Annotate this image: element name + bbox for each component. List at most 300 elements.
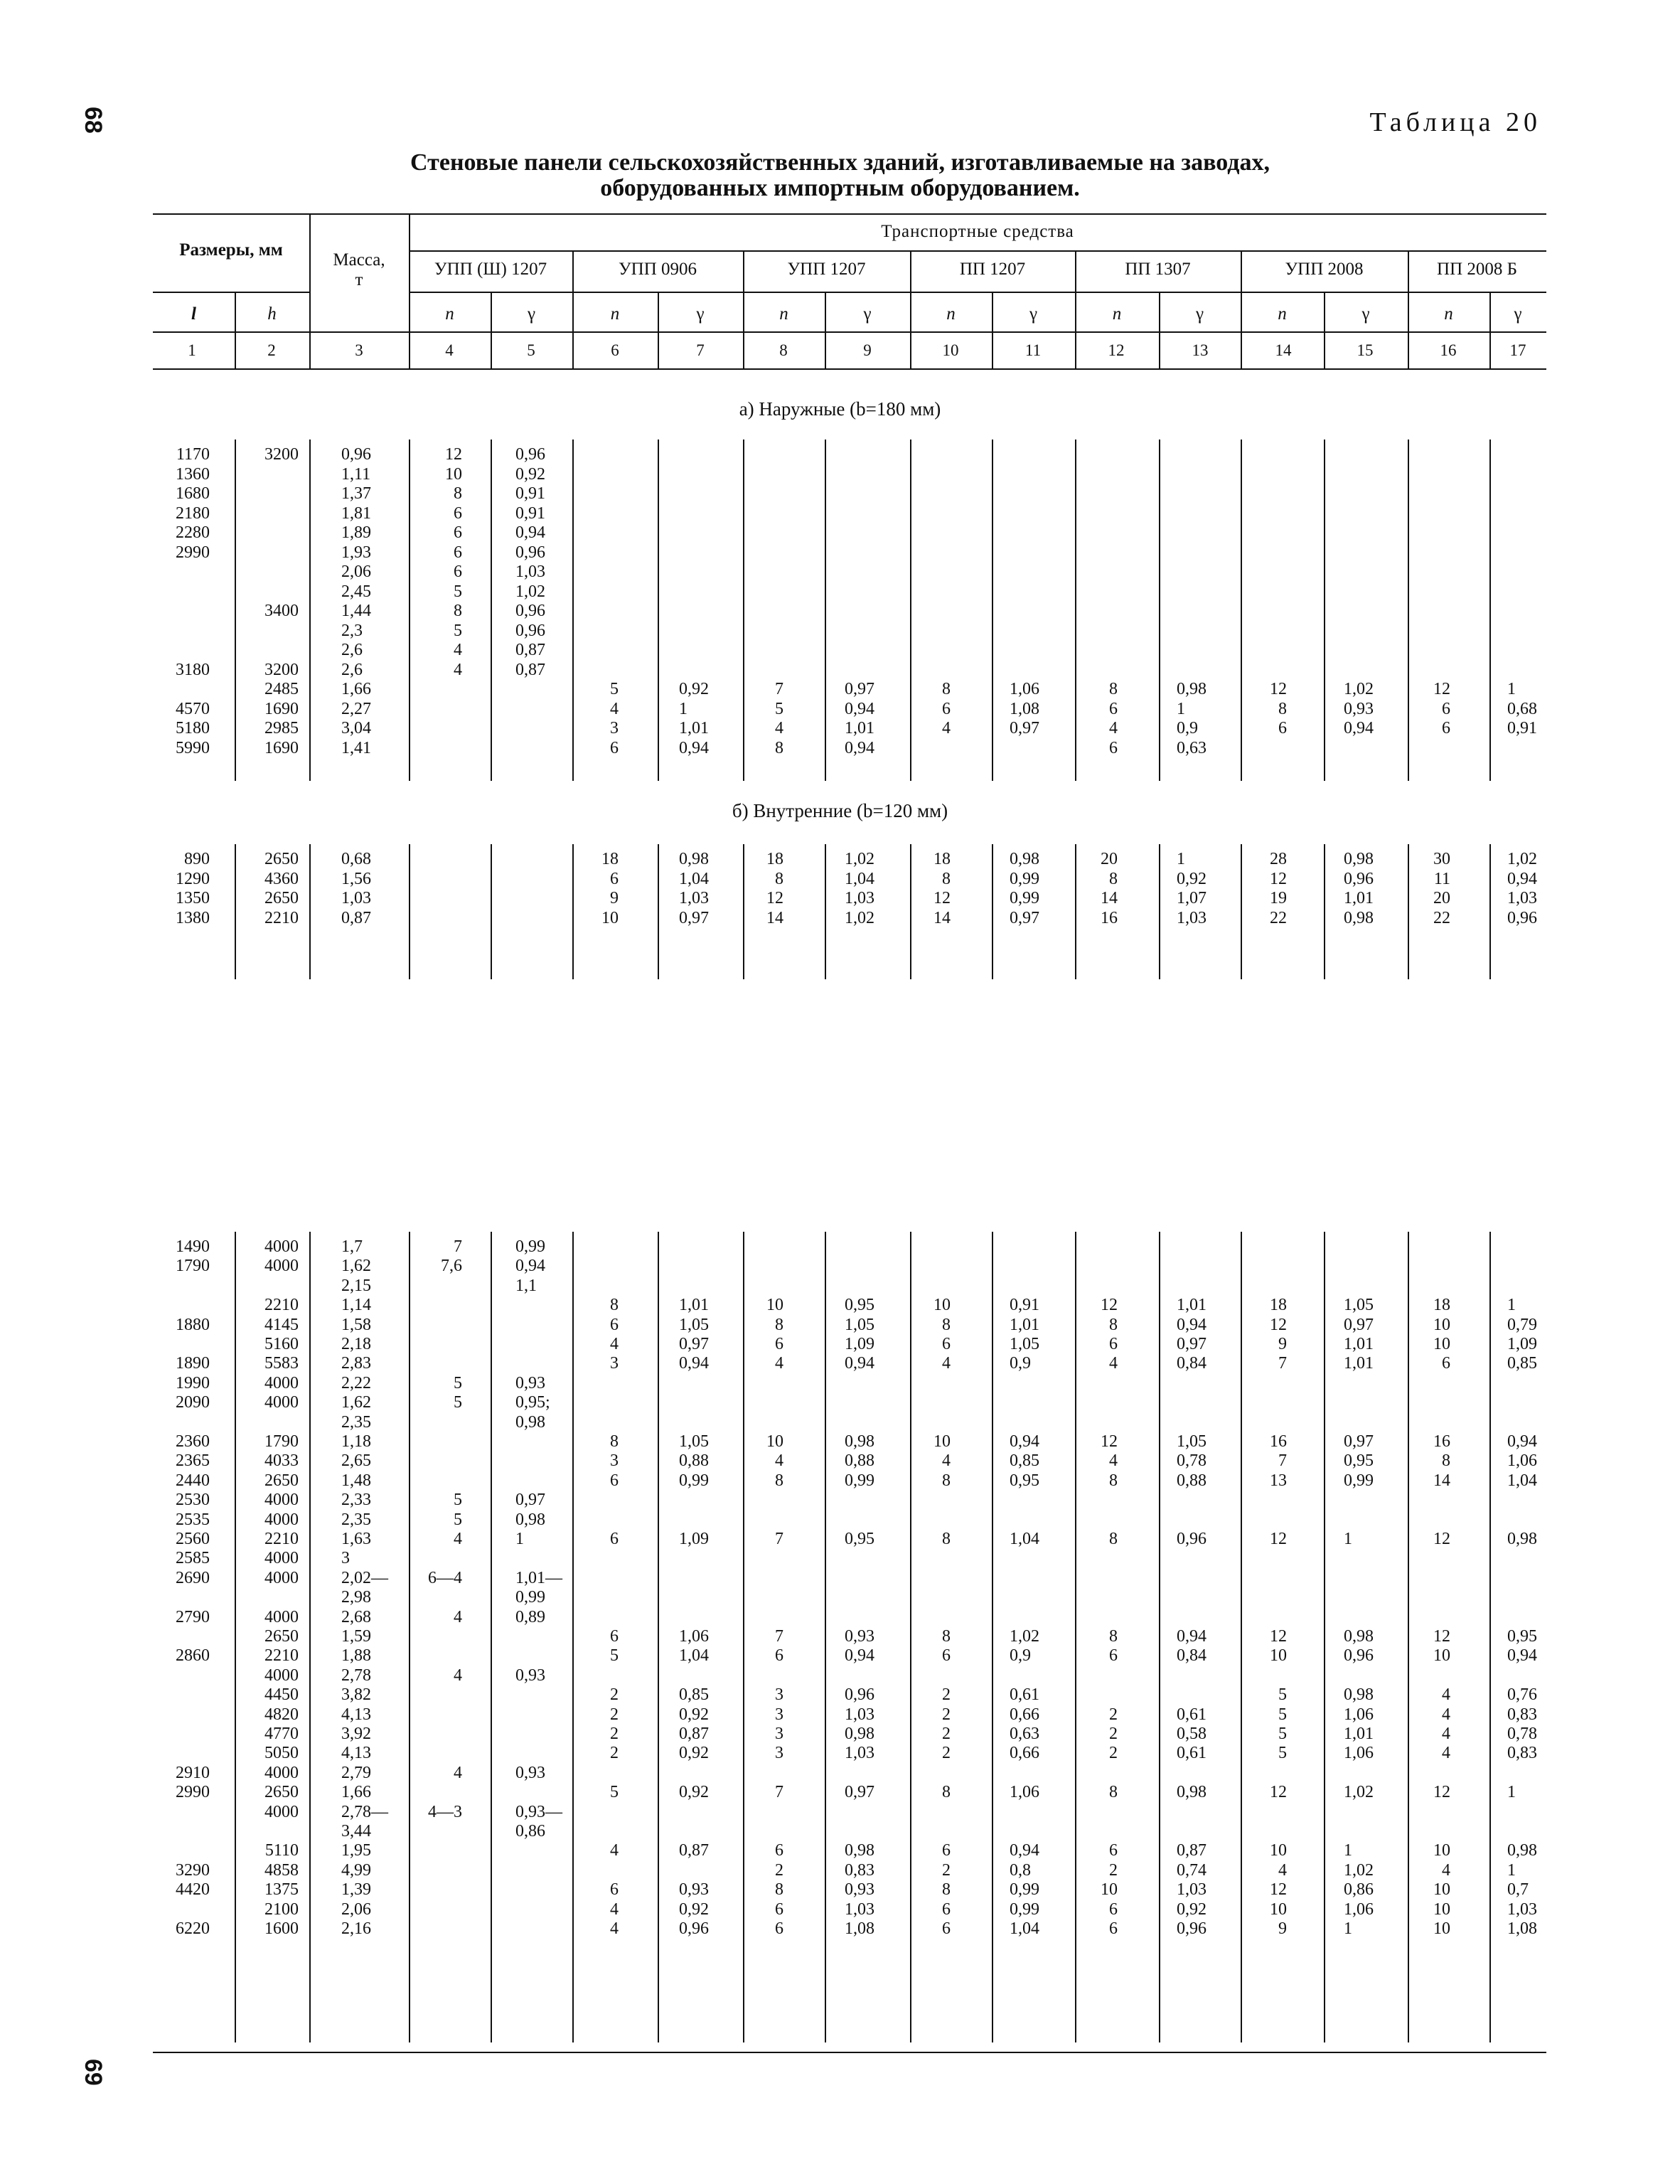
table-cell-c13: 0,78 <box>1177 1451 1207 1471</box>
table-cell-c3: 1,48 <box>341 1471 371 1490</box>
table-cell-c8: 10 <box>766 1432 783 1451</box>
table-cell-c14: 9 <box>1278 1919 1287 1938</box>
table-cell-c14: 4 <box>1278 1860 1287 1880</box>
table-cell-c3: 2,3 <box>341 621 363 640</box>
table-title-line1: Стеновые панели сельскохозяйственных зданий, изготавливаемые на заводах, <box>410 149 1270 176</box>
table-cell-c2: 4820 <box>264 1705 299 1724</box>
table-cell-c1: 1350 <box>176 889 210 907</box>
page-number-bottom: 69 <box>80 2059 107 2086</box>
table-cell-c2: 1690 <box>264 699 299 718</box>
table-cell-c12: 8 <box>1109 1783 1118 1802</box>
table-cell-c8: 8 <box>775 1880 783 1900</box>
table-cell-c3: 3,92 <box>341 1725 371 1743</box>
column-number-2: 2 <box>267 341 276 359</box>
table-cell-c12: 8 <box>1109 680 1118 698</box>
table-cell-c16: 10 <box>1433 1900 1450 1919</box>
header-gamma: γ <box>1195 304 1204 324</box>
table-cell-c8: 14 <box>766 908 783 927</box>
table-cell-c12: 2 <box>1109 1744 1118 1763</box>
table-cell-c5: 0,96 <box>515 445 545 464</box>
table-cell-c14: 10 <box>1270 1841 1287 1860</box>
table-cell-c2: 4000 <box>264 1491 299 1510</box>
table-cell-c1: 2910 <box>176 1763 210 1782</box>
table-cell-c15: 1,02 <box>1344 1783 1374 1802</box>
table-cell-c8: 6 <box>775 1841 783 1860</box>
column-divider <box>1489 844 1491 979</box>
table-cell-c7: 0,92 <box>679 680 709 698</box>
table-cell-c9: 1,05 <box>845 1315 874 1334</box>
table-cell-c8: 4 <box>775 719 783 737</box>
table-cell-c16: 14 <box>1433 1471 1450 1490</box>
table-cell-c4: 4 <box>454 660 462 679</box>
table-cell-c5: 0,93— <box>515 1802 562 1821</box>
table-cell-c15: 1,01 <box>1344 889 1374 907</box>
table-cell-c9: 0,95 <box>845 1296 874 1315</box>
table-cell-c17: 1,03 <box>1507 1900 1537 1919</box>
table-cell-c14: 5 <box>1278 1705 1287 1724</box>
header-transport: Транспортные средства <box>881 222 1074 241</box>
column-divider <box>825 1232 826 2042</box>
table-cell-c17: 0,68 <box>1507 699 1537 718</box>
table-cell-c17: 0,94 <box>1507 869 1537 888</box>
table-cell-c2: 4000 <box>264 1510 299 1529</box>
table-cell-c2: 2650 <box>264 1783 299 1802</box>
table-cell-c6: 6 <box>610 738 619 757</box>
table-cell-c6: 4 <box>610 1335 619 1353</box>
table-cell-c8: 5 <box>775 699 783 718</box>
table-cell-c7: 0,88 <box>679 1451 709 1471</box>
table-cell-c4: 5 <box>454 621 462 640</box>
table-cell-c14: 6 <box>1278 719 1287 737</box>
table-cell-c2: 2210 <box>264 1296 299 1315</box>
column-divider <box>309 440 311 781</box>
table-cell-c4: 12 <box>445 445 462 464</box>
table-cell-c7: 1,01 <box>679 1296 709 1315</box>
table-cell-c7: 0,96 <box>679 1919 709 1938</box>
table-cell-c7: 0,92 <box>679 1783 709 1802</box>
table-cell-c17: 0,78 <box>1507 1725 1537 1743</box>
table-cell-c11: 1,08 <box>1010 699 1039 718</box>
table-cell-c1: 6220 <box>176 1919 210 1938</box>
table-cell-c4: 6 <box>454 523 462 542</box>
table-cell-c3: 1,39 <box>341 1880 371 1900</box>
table-cell-c7: 0,92 <box>679 1744 709 1763</box>
table-cell-c2: 3200 <box>264 660 299 679</box>
table-cell-c3: 2,35 <box>341 1510 371 1529</box>
table-cell-c5: 1,02 <box>515 582 545 601</box>
table-cell-c9: 0,98 <box>845 1725 874 1743</box>
table-cell-c3: 1,66 <box>341 680 371 698</box>
table-cell-c5: 0,93 <box>515 1373 545 1392</box>
table-cell-c15: 1,01 <box>1344 1354 1374 1373</box>
table-cell-c6: 3 <box>610 719 619 737</box>
column-divider <box>409 1232 410 2042</box>
header-vehicle-6: УПП 2008 <box>1285 260 1364 279</box>
table-cell-c2: 4000 <box>264 1763 299 1782</box>
column-divider <box>309 844 311 979</box>
table-cell-c8: 7 <box>775 1530 783 1548</box>
table-cell-c1: 2585 <box>176 1549 210 1568</box>
table-cell-c6: 18 <box>601 850 619 868</box>
table-cell-c14: 12 <box>1270 869 1287 888</box>
table-cell-c2: 1375 <box>264 1880 299 1900</box>
table-cell-c3: 0,96 <box>341 445 371 464</box>
header-vehicle-1: УПП (Ш) 1207 <box>434 260 547 279</box>
table-cell-c15: 1 <box>1344 1530 1352 1548</box>
header-gamma: γ <box>863 304 872 324</box>
table-cell-c9: 0,93 <box>845 1880 874 1900</box>
table-cell-c8: 3 <box>775 1744 783 1763</box>
table-cell-c9: 0,94 <box>845 1646 874 1666</box>
header-vehicle-7: ПП 2008 Б <box>1437 260 1517 279</box>
table-cell-c9: 1,03 <box>845 1900 874 1919</box>
table-cell-c2: 4000 <box>264 1607 299 1626</box>
table-cell-c9: 1,01 <box>845 719 874 737</box>
table-cell-c6: 5 <box>610 1783 619 1802</box>
header-l: l <box>191 304 196 324</box>
table-cell-c3: 1,56 <box>341 869 371 888</box>
table-cell-c14: 16 <box>1270 1432 1287 1451</box>
table-cell-c15: 1,02 <box>1344 1860 1374 1880</box>
table-cell-c5: 0,91 <box>515 504 545 523</box>
table-cell-c8: 6 <box>775 1900 783 1919</box>
table-cell-c12: 16 <box>1101 908 1118 927</box>
table-cell-c11: 1,02 <box>1010 1627 1039 1646</box>
table-cell-c12: 2 <box>1109 1725 1118 1743</box>
table-cell-c7: 1,05 <box>679 1432 709 1451</box>
table-cell-c3: 4,13 <box>341 1705 371 1724</box>
table-cell-c9: 0,94 <box>845 738 874 757</box>
table-cell-c5: 0,95; <box>515 1393 550 1412</box>
table-cell-c16: 12 <box>1433 1530 1450 1548</box>
table-cell-c4: 6 <box>454 543 462 562</box>
table-cell-c13: 0,61 <box>1177 1744 1207 1763</box>
table-cell-c8: 8 <box>775 1471 783 1490</box>
table-cell-c12: 6 <box>1109 1841 1118 1860</box>
table-cell-c11: 0,85 <box>1010 1451 1039 1471</box>
column-number-7: 7 <box>696 341 705 359</box>
table-cell-c6: 2 <box>610 1685 619 1705</box>
table-cell-c3: 0,68 <box>341 850 371 868</box>
column-divider <box>1489 440 1491 781</box>
table-cell-c11: 0,97 <box>1010 719 1039 737</box>
table-cell-c9: 1,03 <box>845 1744 874 1763</box>
table-cell-c6: 3 <box>610 1354 619 1373</box>
table-cell-c10: 2 <box>942 1860 951 1880</box>
table-cell-c14: 12 <box>1270 1530 1287 1548</box>
table-cell-c13: 0,97 <box>1177 1335 1207 1353</box>
table-cell-c8: 8 <box>775 869 783 888</box>
table-cell-c1: 3180 <box>176 660 210 679</box>
table-cell-c2: 4360 <box>264 869 299 888</box>
table-cell-c16: 10 <box>1433 1315 1450 1334</box>
table-cell-c1: 2360 <box>176 1432 210 1451</box>
table-cell-c11: 1,06 <box>1010 1783 1039 1802</box>
table-cell-c11: 0,98 <box>1010 850 1039 868</box>
table-cell-c4: 5 <box>454 1393 462 1412</box>
table-cell-c11: 0,99 <box>1010 869 1039 888</box>
table-cell-c3: 2,98 <box>341 1588 371 1607</box>
table-cell-c10: 2 <box>942 1705 951 1724</box>
table-cell-c14: 7 <box>1278 1354 1287 1373</box>
table-cell-c3: 1,62 <box>341 1393 371 1412</box>
table-cell-c1: 1360 <box>176 464 210 484</box>
table-cell-c15: 0,86 <box>1344 1880 1374 1900</box>
table-cell-c2: 2650 <box>264 1471 299 1490</box>
bottom-rule <box>153 2052 1546 2053</box>
table-cell-c17: 0,83 <box>1507 1744 1537 1763</box>
table-cell-c15: 1,06 <box>1344 1744 1374 1763</box>
table-cell-c7: 0,93 <box>679 1880 709 1900</box>
table-cell-c15: 1,01 <box>1344 1335 1374 1353</box>
table-cell-c5: 0,89 <box>515 1607 545 1626</box>
table-cell-c5: 1,01— <box>515 1568 562 1587</box>
table-cell-c3: 1,18 <box>341 1432 371 1451</box>
table-cell-c1: 2090 <box>176 1393 210 1412</box>
table-cell-c10: 6 <box>942 1335 951 1353</box>
table-cell-c6: 9 <box>610 889 619 907</box>
table-cell-c16: 30 <box>1433 850 1450 868</box>
column-number-1: 1 <box>188 341 196 359</box>
table-cell-c6: 8 <box>610 1432 619 1451</box>
table-cell-c3: 1,59 <box>341 1627 371 1646</box>
table-cell-c16: 4 <box>1442 1705 1450 1724</box>
table-cell-c4: 6—4 <box>428 1568 462 1587</box>
table-cell-c13: 0,63 <box>1177 738 1207 757</box>
table-cell-c2: 2210 <box>264 1646 299 1666</box>
table-cell-c3: 2,06 <box>341 563 371 581</box>
page-number-top: 68 <box>80 107 107 134</box>
table-cell-c3: 2,33 <box>341 1491 371 1510</box>
table-cell-c12: 12 <box>1101 1296 1118 1315</box>
header-vehicle-2: УПП 0906 <box>618 260 697 279</box>
table-cell-c7: 0,97 <box>679 1335 709 1353</box>
table-cell-c5: 0,98 <box>515 1510 545 1529</box>
table-cell-c14: 19 <box>1270 889 1287 907</box>
table-cell-c1: 2690 <box>176 1568 210 1587</box>
table-cell-c6: 6 <box>610 1471 619 1490</box>
table-cell-c14: 5 <box>1278 1744 1287 1763</box>
table-cell-c13: 1 <box>1177 850 1185 868</box>
table-cell-c1: 1890 <box>176 1354 210 1373</box>
table-cell-c11: 0,99 <box>1010 1880 1039 1900</box>
table-cell-c5: 0,93 <box>515 1763 545 1782</box>
column-divider <box>491 1232 492 2042</box>
table-cell-c2: 4000 <box>264 1393 299 1412</box>
table-cell-c3: 1,7 <box>341 1237 363 1256</box>
table-cell-c3: 2,16 <box>341 1919 371 1938</box>
table-cell-c3: 2,45 <box>341 582 371 601</box>
table-cell-c16: 20 <box>1433 889 1450 907</box>
table-cell-c2: 5110 <box>264 1841 299 1860</box>
table-cell-c16: 10 <box>1433 1919 1450 1938</box>
table-cell-c11: 0,94 <box>1010 1841 1039 1860</box>
table-cell-c2: 4000 <box>264 1568 299 1587</box>
column-number-11: 11 <box>1024 341 1042 359</box>
table-cell-c9: 1,09 <box>845 1335 874 1353</box>
table-cell-c7: 0,87 <box>679 1725 709 1743</box>
column-divider <box>1159 1232 1160 2042</box>
table-cell-c12: 8 <box>1109 1315 1118 1334</box>
table-cell-c3: 3,82 <box>341 1685 371 1705</box>
table-cell-c2: 4858 <box>264 1860 299 1880</box>
table-cell-c13: 1,01 <box>1177 1296 1207 1315</box>
table-cell-c16: 18 <box>1433 1296 1450 1315</box>
table-cell-c12: 10 <box>1101 1880 1118 1900</box>
table-cell-c11: 1,04 <box>1010 1919 1039 1938</box>
table-cell-c16: 11 <box>1433 869 1450 888</box>
table-cell-c15: 1,05 <box>1344 1296 1374 1315</box>
table-cell-c13: 0,94 <box>1177 1627 1207 1646</box>
table-cell-c15: 0,99 <box>1344 1471 1374 1490</box>
table-cell-c4: 8 <box>454 602 462 620</box>
table-cell-c13: 1,05 <box>1177 1432 1207 1451</box>
table-cell-c4: 5 <box>454 582 462 601</box>
table-cell-c17: 0,94 <box>1507 1646 1537 1666</box>
column-divider <box>1489 1232 1491 2042</box>
table-cell-c3: 2,65 <box>341 1451 371 1471</box>
table-cell-c4: 4 <box>454 641 462 659</box>
table-cell-c15: 1,06 <box>1344 1705 1374 1724</box>
table-cell-c10: 6 <box>942 1841 951 1860</box>
table-cell-c11: 1,06 <box>1010 680 1039 698</box>
header-h: h <box>267 304 277 324</box>
table-cell-c17: 1 <box>1507 1860 1516 1880</box>
table-cell-c7: 1,06 <box>679 1627 709 1646</box>
table-cell-c16: 16 <box>1433 1432 1450 1451</box>
table-cell-c8: 2 <box>775 1860 783 1880</box>
table-cell-c1: 2530 <box>176 1491 210 1510</box>
table-cell-c9: 1,02 <box>845 908 874 927</box>
table-cell-c14: 12 <box>1270 1315 1287 1334</box>
table-cell-c6: 6 <box>610 1530 619 1548</box>
table-cell-c2: 4770 <box>264 1725 299 1743</box>
table-cell-c4: 10 <box>445 464 462 484</box>
table-cell-c4: 5 <box>454 1373 462 1392</box>
header-mass: Масса, <box>333 250 385 270</box>
table-cell-c2: 3400 <box>264 602 299 620</box>
table-cell-c1: 5990 <box>176 738 210 757</box>
table-cell-c1: 4570 <box>176 699 210 718</box>
table-cell-c16: 4 <box>1442 1725 1450 1743</box>
table-cell-c13: 0,92 <box>1177 869 1207 888</box>
table-cell-c17: 1,09 <box>1507 1335 1537 1353</box>
table-cell-c3: 1,11 <box>341 464 371 484</box>
table-cell-c6: 3 <box>610 1451 619 1471</box>
table-cell-c16: 4 <box>1442 1685 1450 1705</box>
header-sizes: Размеры, мм <box>179 240 283 260</box>
column-divider <box>825 440 826 781</box>
table-cell-c17: 0,94 <box>1507 1432 1537 1451</box>
table-cell-c13: 1,03 <box>1177 1880 1207 1900</box>
table-cell-c3: 1,44 <box>341 602 371 620</box>
table-cell-c8: 3 <box>775 1685 783 1705</box>
table-cell-c10: 8 <box>942 869 951 888</box>
header-vehicle-4: ПП 1207 <box>959 260 1026 279</box>
table-cell-c4: 4 <box>454 1763 462 1782</box>
table-cell-c16: 10 <box>1433 1646 1450 1666</box>
table-cell-c5: 1,1 <box>515 1276 537 1295</box>
table-cell-c10: 8 <box>942 1880 951 1900</box>
table-cell-c3: 1,81 <box>341 504 371 523</box>
table-cell-c8: 4 <box>775 1354 783 1373</box>
table-cell-c10: 4 <box>942 1354 951 1373</box>
table-cell-c1: 2560 <box>176 1530 210 1548</box>
table-cell-c16: 10 <box>1433 1841 1450 1860</box>
table-cell-c3: 1,41 <box>341 738 371 757</box>
table-cell-c3: 2,6 <box>341 660 363 679</box>
header-mass-unit: т <box>355 270 363 289</box>
column-number-12: 12 <box>1108 341 1125 359</box>
table-cell-c7: 1,04 <box>679 869 709 888</box>
table-cell-c11: 0,99 <box>1010 889 1039 907</box>
table-cell-c15: 0,98 <box>1344 1685 1374 1705</box>
table-cell-c10: 8 <box>942 1315 951 1334</box>
table-cell-c3: 1,03 <box>341 889 371 907</box>
table-cell-c3: 2,18 <box>341 1335 371 1353</box>
table-cell-c3: 2,27 <box>341 699 371 718</box>
header-gamma: γ <box>527 304 536 324</box>
table-cell-c2: 2485 <box>264 680 299 698</box>
table-cell-c9: 0,95 <box>845 1530 874 1548</box>
table-cell-c5: 0,96 <box>515 602 545 620</box>
table-cell-c7: 1,05 <box>679 1315 709 1334</box>
table-cell-c8: 18 <box>766 850 783 868</box>
table-cell-c14: 10 <box>1270 1900 1287 1919</box>
table-cell-c7: 0,99 <box>679 1471 709 1490</box>
table-cell-c12: 6 <box>1109 1335 1118 1353</box>
table-cell-c3: 2,06 <box>341 1900 371 1919</box>
table-cell-c10: 10 <box>933 1296 951 1315</box>
column-divider <box>1324 844 1325 979</box>
table-cell-c11: 0,61 <box>1010 1685 1039 1705</box>
table-cell-c3: 4,13 <box>341 1744 371 1763</box>
table-cell-c1: 2860 <box>176 1646 210 1666</box>
table-cell-c9: 0,99 <box>845 1471 874 1490</box>
table-cell-c14: 9 <box>1278 1335 1287 1353</box>
table-cell-c17: 1,06 <box>1507 1451 1537 1471</box>
table-cell-c10: 6 <box>942 1919 951 1938</box>
table-cell-c2: 4000 <box>264 1257 299 1276</box>
table-cell-c17: 0,91 <box>1507 719 1537 737</box>
table-cell-c12: 6 <box>1109 1919 1118 1938</box>
table-cell-c16: 12 <box>1433 1627 1450 1646</box>
table-cell-c5: 0,96 <box>515 543 545 562</box>
table-cell-c11: 0,95 <box>1010 1471 1039 1490</box>
table-cell-c12: 4 <box>1109 719 1118 737</box>
table-cell-c2: 2210 <box>264 908 299 927</box>
table-cell-c8: 7 <box>775 1627 783 1646</box>
table-cell-c6: 6 <box>610 869 619 888</box>
table-cell-c10: 8 <box>942 1783 951 1802</box>
table-cell-c14: 12 <box>1270 1880 1287 1900</box>
table-cell-c8: 4 <box>775 1451 783 1471</box>
table-cell-c12: 6 <box>1109 1646 1118 1666</box>
table-cell-c3: 2,15 <box>341 1276 371 1295</box>
table-cell-c6: 6 <box>610 1315 619 1334</box>
table-cell-c15: 0,98 <box>1344 1627 1374 1646</box>
header-n: n <box>946 304 956 324</box>
table-cell-c3: 0,87 <box>341 908 371 927</box>
table-cell-c12: 8 <box>1109 1530 1118 1548</box>
column-divider <box>658 440 659 781</box>
header-n: n <box>1278 304 1287 324</box>
table-cell-c5: 0,92 <box>515 464 545 484</box>
column-number-4: 4 <box>445 341 454 359</box>
table-cell-c9: 0,97 <box>845 1783 874 1802</box>
column-divider <box>1159 440 1160 781</box>
table-cell-c4: 4 <box>454 1666 462 1685</box>
